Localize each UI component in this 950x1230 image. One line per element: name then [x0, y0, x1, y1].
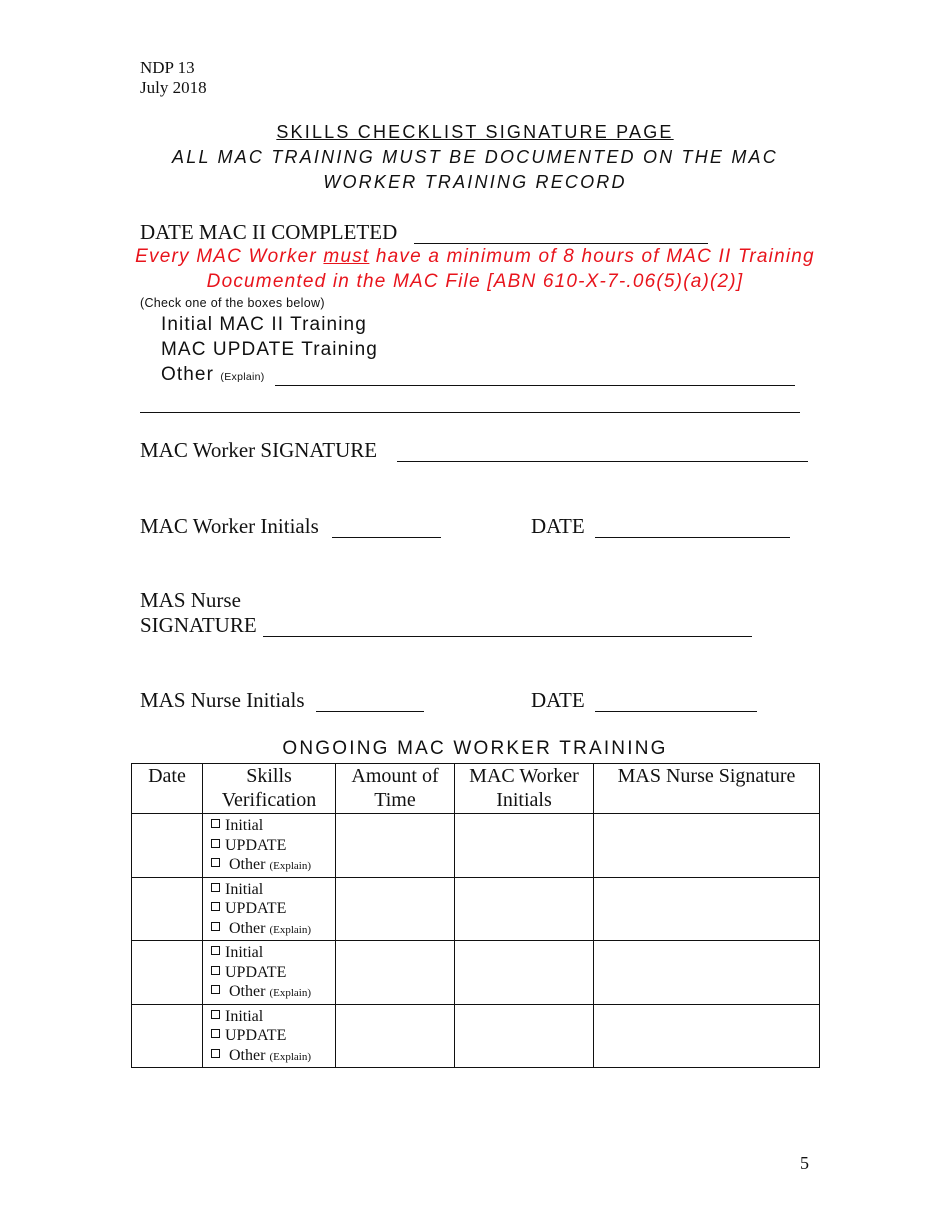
worker-signature-label: MAC Worker SIGNATURE [140, 438, 378, 462]
time-cell[interactable] [336, 941, 455, 1005]
initials-cell[interactable] [455, 877, 594, 941]
check-instruction: (Check one of the boxes below) [140, 296, 325, 310]
nurse-date-label: DATE [531, 688, 585, 712]
skills-option-explain: (Explain) [269, 923, 311, 936]
skills-option-label: Other [229, 1046, 266, 1064]
checkbox-icon[interactable] [211, 819, 220, 828]
table-row [132, 941, 820, 1005]
document-id: NDP 13 [140, 58, 195, 77]
other-explain-field-continued[interactable] [140, 396, 800, 413]
skills-option-label: UPDATE [225, 1027, 287, 1044]
training-requirement-citation: Documented in the MAC File [ABN 610-X-7-.06(5)(a)(2)] [206, 271, 744, 292]
skills-option-label: UPDATE [225, 900, 287, 917]
option-update-training[interactable]: MAC UPDATE Training [161, 339, 378, 360]
training-table-heading: ONGOING MAC WORKER TRAINING [282, 738, 668, 759]
table-row [132, 1004, 820, 1068]
time-cell[interactable] [336, 1004, 455, 1068]
skills-option-update[interactable] [211, 1026, 335, 1046]
checkbox-icon[interactable] [211, 922, 220, 931]
skills-option-initial[interactable] [211, 1007, 335, 1027]
signature-cell[interactable] [594, 941, 820, 1005]
nurse-initials-field[interactable] [316, 690, 424, 712]
skills-option-explain: (Explain) [269, 1050, 311, 1063]
skills-option-initial[interactable] [211, 943, 335, 963]
option-other-label: Other [161, 364, 215, 385]
checkbox-icon[interactable] [211, 858, 220, 867]
training-table-header [132, 764, 820, 814]
worker-date-label: DATE [531, 514, 585, 538]
checkbox-icon[interactable] [211, 966, 220, 975]
date-cell[interactable] [132, 941, 203, 1005]
checkbox-icon[interactable] [211, 883, 220, 892]
document-date: July 2018 [140, 78, 207, 97]
signature-cell[interactable] [594, 877, 820, 941]
requirement-pre: Every MAC Worker [135, 246, 324, 267]
skills-option-label: Initial [225, 880, 264, 898]
skills-option-update[interactable] [211, 899, 335, 919]
page-number: 5 [800, 1153, 809, 1173]
checkbox-icon[interactable] [211, 902, 220, 911]
skills-option-initial[interactable] [211, 880, 335, 900]
checkbox-icon[interactable] [211, 839, 220, 848]
date-cell[interactable] [132, 877, 203, 941]
skills-option-label: Other [229, 919, 266, 937]
option-other-explain: (Explain) [220, 371, 265, 383]
column-header-skills: Skills Verification [203, 764, 336, 814]
checkbox-icon[interactable] [211, 946, 220, 955]
signature-cell[interactable] [594, 1004, 820, 1068]
skills-option-other[interactable] [211, 919, 335, 941]
column-header-date: Date [132, 764, 203, 814]
skills-option-label: UPDATE [225, 963, 287, 981]
date-completed-field[interactable] [414, 222, 708, 244]
skills-option-other[interactable] [211, 982, 335, 1004]
checkbox-icon[interactable] [211, 1049, 220, 1058]
training-table-body [132, 814, 820, 1068]
title-subline-1: ALL MAC TRAINING MUST BE DOCUMENTED ON THE MAC [172, 147, 778, 167]
title-subline-2: WORKER TRAINING RECORD [323, 172, 627, 192]
training-table [131, 763, 820, 1068]
time-cell[interactable] [336, 814, 455, 878]
skills-option-label: Initial [225, 1007, 264, 1025]
checkbox-icon[interactable] [211, 1010, 220, 1019]
skills-cell [203, 814, 336, 878]
requirement-emphasis: must [323, 246, 370, 267]
worker-date-field[interactable] [595, 516, 790, 538]
skills-option-label: Other [229, 983, 266, 1000]
nurse-initials-label: MAS Nurse Initials [140, 688, 305, 712]
column-header-time: Amount of Time [336, 764, 455, 814]
skills-cell [203, 941, 336, 1005]
table-row [132, 814, 820, 878]
skills-option-other[interactable] [211, 1046, 335, 1068]
initials-cell[interactable] [455, 1004, 594, 1068]
option-other-training[interactable] [161, 364, 265, 386]
skills-option-update[interactable] [211, 963, 335, 983]
page-title [0, 122, 950, 143]
date-cell[interactable] [132, 814, 203, 878]
page-title-text: SKILLS CHECKLIST SIGNATURE PAGE [276, 122, 674, 142]
skills-option-initial[interactable] [211, 816, 335, 836]
column-header-initials: MAC Worker Initials [455, 764, 594, 814]
signature-cell[interactable] [594, 814, 820, 878]
requirement-post: have a minimum of 8 hours of MAC II Training [369, 246, 815, 267]
checkbox-icon[interactable] [211, 985, 220, 994]
skills-option-update[interactable] [211, 836, 335, 856]
other-explain-field[interactable] [275, 368, 795, 386]
column-header-signature: MAS Nurse Signature [594, 764, 820, 814]
worker-initials-field[interactable] [332, 516, 441, 538]
nurse-label: MAS Nurse [140, 588, 241, 612]
nurse-signature-label: SIGNATURE [140, 613, 257, 637]
skills-option-label: Initial [225, 944, 264, 961]
table-row [132, 877, 820, 941]
checkbox-icon[interactable] [211, 1029, 220, 1038]
skills-option-explain: (Explain) [269, 860, 311, 872]
skills-option-label: UPDATE [225, 836, 287, 854]
skills-option-label: Initial [225, 817, 264, 834]
skills-option-other[interactable] [211, 855, 335, 877]
skills-option-label: Other [229, 856, 266, 873]
worker-initials-label: MAC Worker Initials [140, 514, 319, 538]
option-initial-training[interactable]: Initial MAC II Training [161, 314, 367, 335]
date-completed-label: DATE MAC II COMPLETED [140, 220, 398, 244]
skills-cell [203, 1004, 336, 1068]
initials-cell[interactable] [455, 941, 594, 1005]
nurse-signature-field[interactable] [263, 615, 752, 637]
skills-cell [203, 877, 336, 941]
worker-signature-field[interactable] [397, 440, 808, 462]
nurse-date-field[interactable] [595, 690, 757, 712]
date-cell[interactable] [132, 1004, 203, 1068]
training-requirement [0, 246, 950, 268]
skills-option-explain: (Explain) [269, 987, 311, 999]
time-cell[interactable] [336, 877, 455, 941]
initials-cell[interactable] [455, 814, 594, 878]
